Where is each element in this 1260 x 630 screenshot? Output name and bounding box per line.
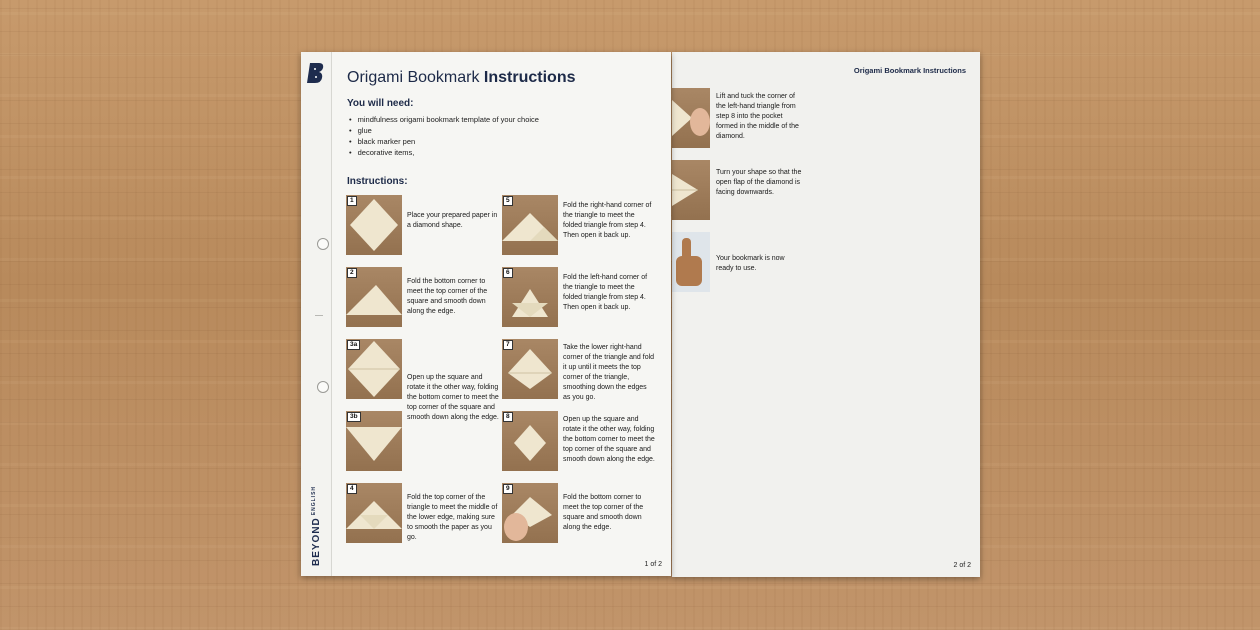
step-text: Open up the square and rotate it the other way, folding the bottom corner to meet the top corner of the square and smooth down along the edge. [407, 374, 499, 421]
step-photo [346, 483, 402, 543]
punch-hole [317, 238, 329, 250]
step-number: 1 [347, 196, 357, 206]
step-photo [672, 160, 710, 220]
step-photo [502, 411, 558, 471]
step-9 [502, 483, 662, 545]
beyond-logo-icon [307, 62, 325, 84]
list-item: • black marker pen [349, 136, 539, 147]
step-1 [346, 195, 506, 257]
page-number: 1 of 2 [644, 561, 662, 568]
page-one [301, 52, 671, 576]
title-bold: Instructions [483, 69, 576, 86]
fold-mark [315, 315, 323, 316]
list-item: • decorative items, [349, 147, 539, 158]
step-photo [346, 339, 402, 399]
step-4 [346, 483, 506, 545]
step-number: 4 [347, 484, 357, 494]
sidebar-margin [301, 52, 332, 576]
step-5 [502, 195, 662, 257]
page-two-step-2 [672, 160, 832, 222]
step-text: Open up the square and rotate it the other way, folding the bottom corner to meet the top corner of the square and smooth down along the edge. [563, 416, 655, 463]
step-text: Your bookmark is now ready to use. [716, 255, 785, 272]
step-6 [502, 267, 662, 329]
step-3b [346, 411, 506, 473]
list-item: • glue [349, 125, 539, 136]
step-photo [502, 267, 558, 327]
step-text: Fold the top corner of the triangle to meet the middle of the lower edge, making sure to smooth the paper as you go. [407, 494, 498, 541]
thumbs-up-photo [672, 232, 710, 292]
step-text: Fold the bottom corner to meet the top corner of the square and smooth down along the edge. [407, 278, 488, 315]
brand-sub: ENGLISH [311, 485, 317, 516]
step-text: Fold the left-hand corner of the triangle to meet the folded triangle from step 4. Then open it back up. [563, 274, 648, 311]
step-2 [346, 267, 506, 329]
step-text: Place your prepared paper in a diamond shape. [407, 212, 498, 229]
step-photo [502, 339, 558, 399]
step-number: 5 [503, 196, 513, 206]
step-photo [346, 267, 402, 327]
step-photo [346, 411, 402, 471]
step-photo [346, 195, 402, 255]
page-title [347, 69, 575, 87]
title-regular: Origami Bookmark [347, 69, 484, 86]
step-text: Fold the right-hand corner of the triangle to meet the folded triangle from step 4. Then open it back up. [563, 202, 652, 239]
step-text: Fold the bottom corner to meet the top corner of the square and smooth down along the edge. [563, 494, 644, 531]
step-text: Turn your shape so that the open flap of the diamond is facing downwards. [716, 169, 802, 196]
step-number: 7 [503, 340, 513, 350]
step-photo [672, 88, 710, 148]
step-number: 3b [347, 412, 361, 422]
step-photo [502, 483, 558, 543]
step-number: 9 [503, 484, 513, 494]
step-number: 8 [503, 412, 513, 422]
step-photo [502, 195, 558, 255]
step-7 [502, 339, 662, 401]
needs-heading: You will need: [347, 98, 414, 109]
page-two-step-1 [672, 88, 832, 150]
page-number: 2 of 2 [953, 562, 971, 569]
step-number: 3a [347, 340, 360, 350]
page-two-header: Origami Bookmark Instructions [853, 66, 966, 75]
page-two-step-3 [672, 232, 832, 294]
list-item: • mindfulness origami bookmark template of your choice [349, 114, 539, 125]
step-text: Take the lower right-hand corner of the triangle and fold it up until it meets the top corner of the triangle, smoothing down the edges as you go. [563, 344, 655, 401]
instructions-heading: Instructions: [347, 176, 408, 187]
step-number: 2 [347, 268, 357, 278]
step-text: Lift and tuck the corner of the left-hand triangle from step 8 into the pocket formed in the middle of the diamond. [716, 93, 799, 140]
needs-list [349, 114, 539, 158]
step-number: 6 [503, 268, 513, 278]
brand-wordmark [308, 476, 324, 566]
brand-main: BEYOND [311, 517, 322, 566]
step-8 [502, 411, 662, 473]
page-two [672, 52, 980, 577]
punch-hole [317, 381, 329, 393]
